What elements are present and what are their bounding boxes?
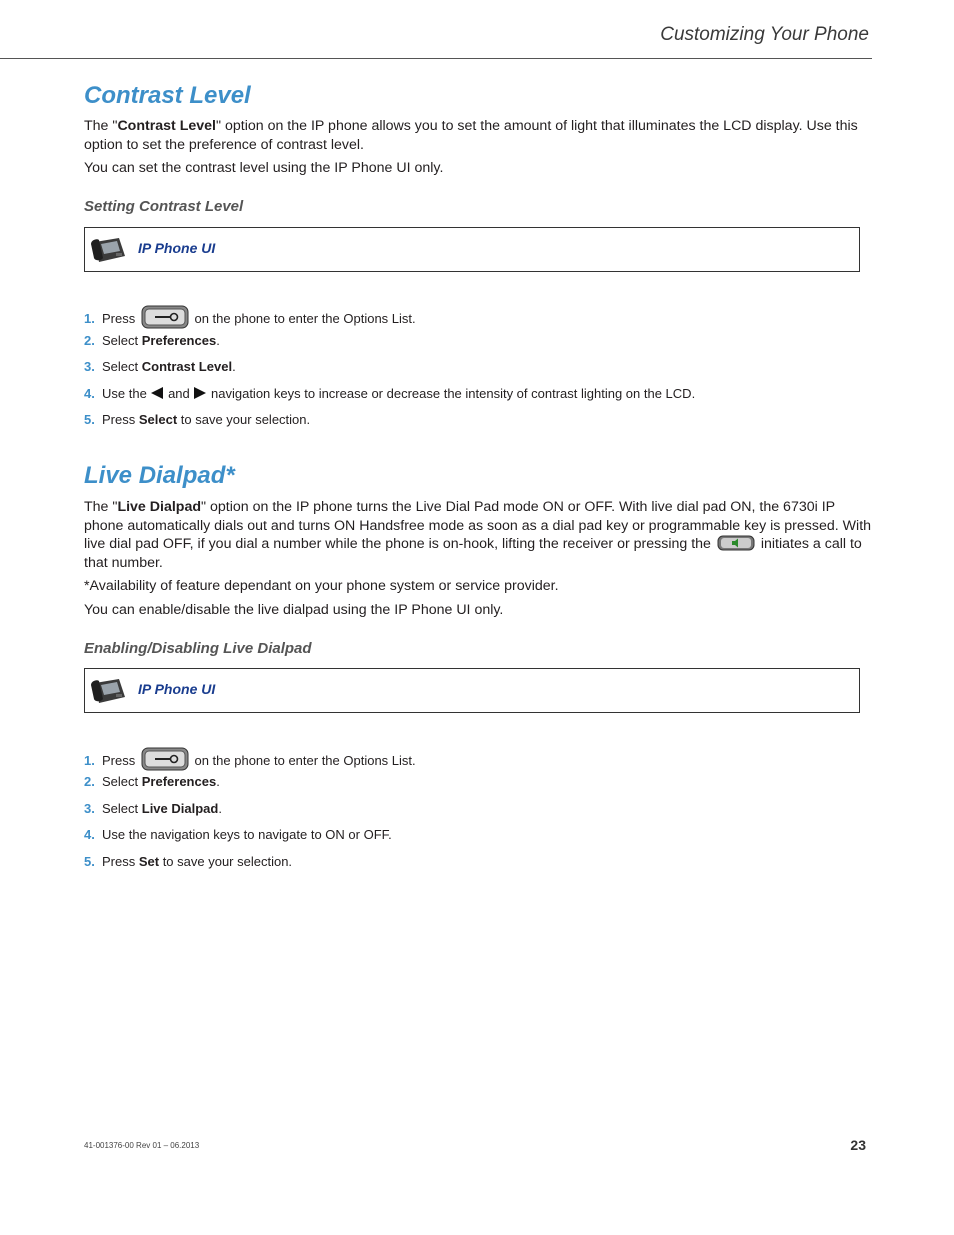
live-dialpad-heading: Live Dialpad* — [84, 462, 235, 489]
contrast-level-heading: Contrast Level — [84, 82, 251, 109]
ip-phone-ui-label: IP Phone UI — [138, 240, 216, 256]
setting-contrast-subheading: Setting Contrast Level — [84, 198, 244, 215]
speaker-key-icon — [717, 535, 755, 554]
document-id: 41-001376-00 Rev 01 – 06.2013 — [84, 1141, 200, 1150]
desk-phone-icon — [89, 234, 127, 269]
contrast-step-1: 1. Press on the phone to enter the Options List. — [84, 305, 416, 334]
ip-phone-ui-box — [84, 227, 860, 272]
enabling-dialpad-subheading: Enabling/Disabling Live Dialpad — [84, 640, 312, 657]
running-header: Customizing Your Phone — [660, 24, 869, 45]
dialpad-step-3: 3. Select Live Dialpad. — [84, 801, 222, 816]
header-divider — [0, 58, 872, 59]
contrast-ui-only-paragraph: You can set the contrast level using the IP Phone UI only. — [84, 160, 444, 176]
dialpad-availability-note: *Availability of feature dependant on your phone system or service provider. — [84, 578, 559, 594]
dialpad-step-5: 5. Press Set to save your selection. — [84, 854, 293, 869]
dialpad-ui-only-paragraph: You can enable/disable the live dialpad using the IP Phone UI only. — [84, 602, 504, 618]
options-key-icon — [141, 747, 189, 776]
dialpad-step-2: 2. Select Preferences. — [84, 774, 220, 789]
contrast-step-3: 3. Select Contrast Level. — [84, 359, 236, 374]
contrast-step-4: 4. Use the and navigation keys to increase or decrease the intensity of contrast lighting on the LCD. — [84, 385, 695, 404]
contrast-intro-paragraph: The "Contrast Level" option on the IP phone allows you to set the amount of light that illuminates the LCD display. Use this option to set the preference of contrast level. — [84, 118, 858, 153]
right-arrow-icon — [193, 386, 207, 404]
contrast-step-2: 2. Select Preferences. — [84, 333, 220, 348]
contrast-step-5: 5. Press Select to save your selection. — [84, 412, 311, 427]
dialpad-step-4: 4. Use the navigation keys to navigate to ON or OFF. — [84, 827, 392, 842]
options-key-icon — [141, 305, 189, 334]
dialpad-step-1: 1. Press on the phone to enter the Options List. — [84, 747, 416, 776]
ip-phone-ui-box — [84, 668, 860, 713]
dialpad-intro-paragraph: The "Live Dialpad" option on the IP phone turns the Live Dial Pad mode ON or OFF. With live dial pad ON, the 6730i IP phone automatically dials out and turns ON Handsfree mode as soon as a dial pad key or programmable key is pressed. With live dial pad OFF, if you dial a number while the phone is on-hook, lifting the receiver or pressing the initiates a call to that number. — [84, 499, 872, 571]
left-arrow-icon — [150, 386, 164, 404]
page-number: 23 — [850, 1137, 866, 1153]
desk-phone-icon — [89, 675, 127, 710]
ip-phone-ui-label: IP Phone UI — [138, 681, 216, 697]
